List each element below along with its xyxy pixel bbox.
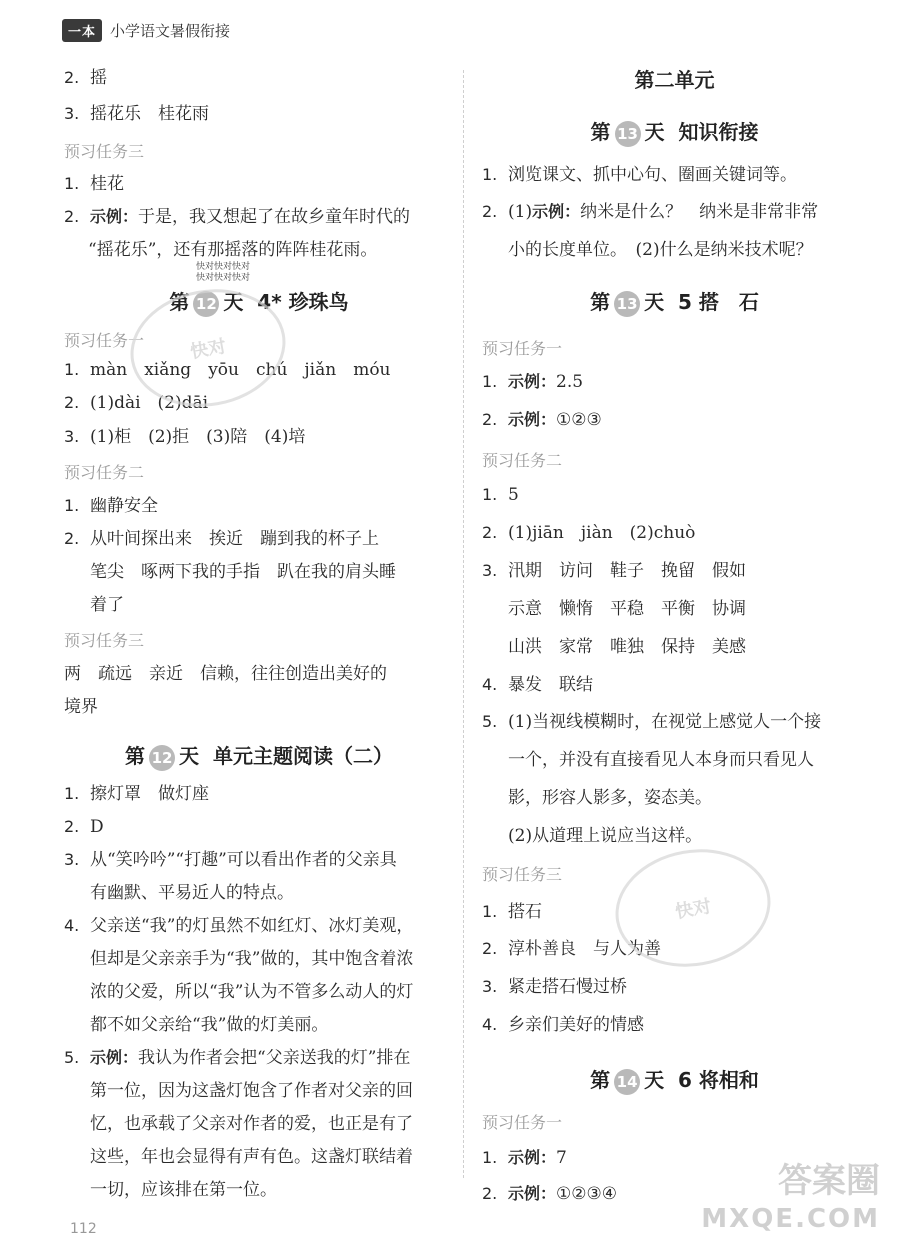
page-header: [62, 16, 230, 44]
task-label: 预习任务一: [482, 339, 563, 358]
day-badge: 14: [614, 1069, 640, 1095]
answer-line: 2. (1)jiān jiàn (2)chuò: [482, 523, 696, 543]
column-divider: [463, 70, 464, 1178]
answer-line: 浓的父爱，所以“我”认为不管多么动人的灯: [90, 982, 414, 1002]
answer-line: (2)从道理上说应当这样。: [508, 826, 703, 846]
answer-line: 3. 紧走搭石慢过桥: [482, 977, 627, 997]
answer-line: 4. 暴发 联结: [482, 675, 593, 695]
answer-line: 但却是父亲亲手为“我”做的，其中饱含着浓: [90, 949, 414, 969]
answer-line: 1. 浏览课文、抓中心句、圈画关键词等。: [482, 165, 797, 185]
answer-line: 1. 搭石: [482, 902, 542, 922]
answer-line: 5. (1)当视线模糊时，在视觉上感觉人一个接: [482, 712, 822, 732]
answer-line: 笔尖 啄两下我的手指 趴在我的肩头睡: [90, 562, 396, 582]
kuaidui-stamp: 快对: [606, 837, 780, 978]
answer-line: 3. 摇花乐 桂花雨: [64, 104, 209, 124]
answer-line: 1. 擦灯罩 做灯座: [64, 784, 209, 804]
kuaidui-stamp: 快对: [121, 277, 295, 418]
answer-line: 2. 摇: [64, 68, 107, 88]
answer-line: 2. 从叶间探出来 挨近 蹦到我的杯子上: [64, 529, 379, 549]
answer-line: 5. 示例：我认为作者会把“父亲送我的灯”排在: [64, 1048, 411, 1068]
day-badge: 13: [614, 291, 640, 317]
task-label: 预习任务一: [64, 331, 145, 350]
answer-line: 山洪 家常 唯独 保持 美感: [508, 637, 746, 657]
answer-line: “摇花乐”，还有那摇落的阵阵桂花雨。: [88, 240, 378, 260]
answer-line: 2. 示例：①②③④: [482, 1184, 617, 1204]
answer-line: 有幽默、平易近人的特点。: [90, 883, 294, 903]
answer-line: 2. (1)示例：纳米是什么？ 纳米是非常非常: [482, 202, 819, 222]
answer-line: 这些，年也会显得有声有色。这盏灯联结着: [90, 1147, 413, 1167]
brand-logo: 一本: [62, 19, 102, 42]
stamp-mini-text: 快对快对快对 快对快对快对: [196, 262, 251, 283]
answer-line: 1. 示例：7: [482, 1148, 567, 1168]
answer-line: 一个，并没有直接看见人本身而只看见人: [508, 750, 814, 770]
answer-line: 2. (1)dài (2)dāi: [64, 393, 209, 413]
task-label: 预习任务一: [482, 1113, 563, 1132]
answer-line: 1. 示例：2.5: [482, 372, 584, 392]
answer-line: 3. (1)柜 (2)拒 (3)陪 (4)培: [64, 427, 306, 447]
task-label: 预习任务三: [64, 142, 145, 161]
day-heading: 第 14 天 6 将相和: [482, 1064, 867, 1095]
answer-line: 4. 乡亲们美好的情感: [482, 1015, 644, 1035]
answer-line: 示意 懒惰 平稳 平衡 协调: [508, 599, 746, 619]
answer-line: 1. 幽静安全: [64, 496, 158, 516]
answer-line: 1. 桂花: [64, 174, 124, 194]
task-label: 预习任务二: [64, 463, 145, 482]
answer-line: 境界: [64, 697, 98, 717]
day-badge: 13: [615, 121, 641, 147]
day-badge: 12: [193, 291, 219, 317]
answer-line: 1. 5: [482, 485, 519, 505]
answer-line: 第一位，因为这盏灯饱含了作者对父亲的回: [90, 1081, 413, 1101]
answer-line: 小的长度单位。 (2)什么是纳米技术呢？: [508, 240, 813, 260]
task-label: 预习任务三: [482, 865, 563, 884]
answer-line: 1. màn xiǎng yōu chú jiǎn móu: [64, 360, 391, 380]
task-label: 预习任务二: [482, 451, 563, 470]
site-watermark: 答案圈 MXQE.COM: [701, 1161, 880, 1234]
answer-line: 着了: [90, 595, 124, 615]
answer-line: 影，形容人影多，姿态美。: [508, 788, 712, 808]
answer-line: 两 疏远 亲近 信赖，往往创造出美好的: [64, 664, 387, 684]
day-heading: 第 12 天 单元主题阅读（二）: [64, 740, 454, 771]
answer-line: 忆，也承载了父亲对作者的爱，也正是有了: [90, 1114, 413, 1134]
day-badge: 12: [149, 745, 175, 771]
answer-line: 2. D: [64, 817, 104, 837]
answer-line: 2. 示例：①②③: [482, 410, 602, 430]
answer-line: 都不如父亲给“我”做的灯美丽。: [90, 1015, 329, 1035]
day-heading: 第 13 天 5 搭 石: [482, 286, 867, 317]
answer-line: 3. 汛期 访问 鞋子 挽留 假如: [482, 561, 746, 581]
answer-line: 4. 父亲送“我”的灯虽然不如红灯、冰灯美观，: [64, 916, 414, 936]
answer-line: 一切，应该排在第一位。: [90, 1180, 277, 1200]
day-heading: 第 12 天 4* 珍珠鸟: [64, 286, 454, 317]
task-label: 预习任务三: [64, 631, 145, 650]
answer-line: 3. 从“笑吟吟”“打趣”可以看出作者的父亲具: [64, 850, 397, 870]
unit-title: 第二单元: [634, 68, 715, 92]
day-heading: 第 13 天 知识衔接: [482, 116, 867, 147]
page-number: 112: [70, 1221, 97, 1237]
answer-line: 2. 淳朴善良 与人为善: [482, 939, 661, 959]
book-title: 小学语文暑假衔接: [110, 21, 231, 40]
answer-line: 2. 示例：于是，我又想起了在故乡童年时代的: [64, 207, 411, 227]
